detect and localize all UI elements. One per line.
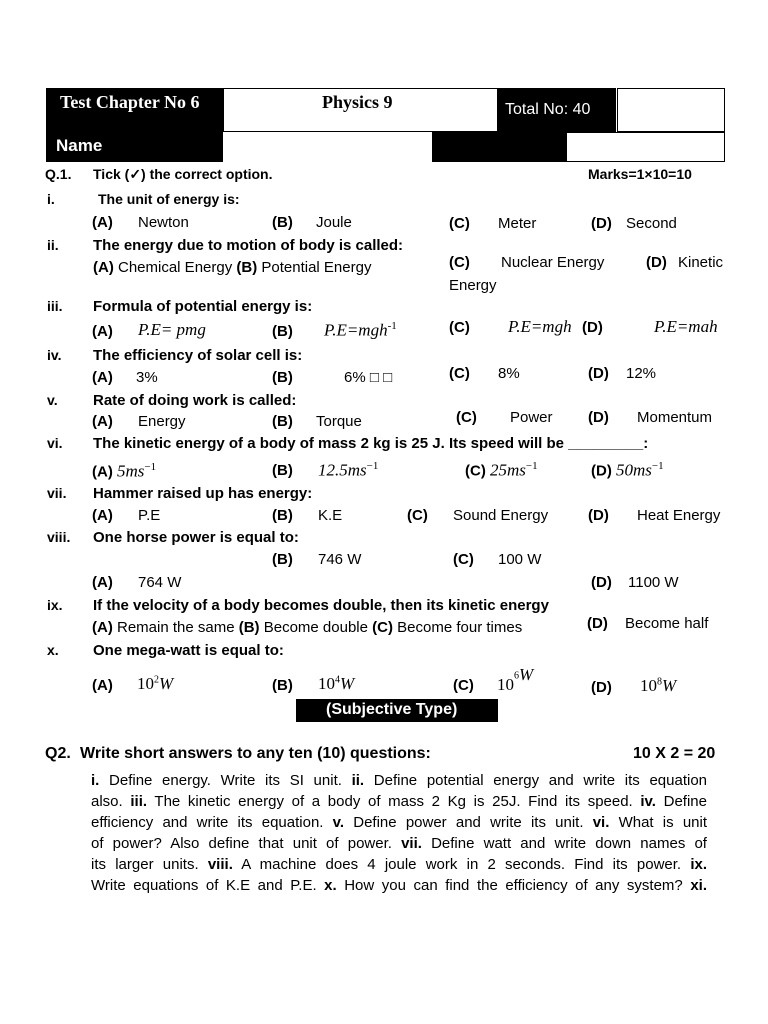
mcq-question: The efficiency of solar cell is: (93, 347, 303, 364)
option-c: P.E=mgh (508, 317, 572, 336)
question-number: xi. (690, 877, 707, 894)
option-d-marker: (D) (587, 615, 608, 632)
option-d-marker: (D) (591, 574, 612, 591)
question-number: x. (324, 877, 337, 894)
mcq-question: One mega-watt is equal to: (93, 642, 284, 659)
q1-marks: Marks=1×10=10 (588, 166, 692, 182)
option-d-exponent: 8 (657, 676, 662, 688)
option-a: P.E= pmg (138, 320, 206, 339)
option-d-marker: (D) (591, 679, 612, 696)
option-b-exponent: 4 (335, 674, 340, 686)
option-a (137, 674, 173, 694)
option-b-marker: (B) (272, 369, 293, 386)
option-c-marker: (C) (453, 677, 474, 694)
option-b: 6% □ □ (344, 369, 393, 386)
option-c-exponent: 6 (514, 670, 519, 682)
option-a: Chemical Energy (118, 259, 233, 276)
option-c-value: 25ms (490, 460, 526, 480)
question-number: viii. (207, 856, 233, 873)
option-a: Newton (138, 214, 189, 231)
question-text: of power? Also define that unit of power. (91, 835, 402, 852)
mcq-question: Rate of doing work is called: (93, 392, 297, 409)
option-d: Kinetic (678, 254, 724, 271)
option-b-marker: (B) (272, 551, 293, 568)
mcq-number: v. (47, 392, 58, 408)
q2-number: Q2. (45, 745, 71, 762)
option-b-marker: (B) (272, 413, 293, 430)
option-a: Energy (138, 413, 186, 430)
option-d-continued: Energy (449, 277, 497, 294)
option-b (318, 674, 354, 694)
option-a: Remain the same (117, 619, 235, 636)
option-d: Second (626, 215, 677, 232)
option-a: (A) $5ms^{-1}$ (92, 461, 157, 481)
question-number: v. (332, 814, 345, 831)
mcq-question: If the velocity of a body becomes double, then its kinetic energy (93, 597, 549, 614)
option-a: P.E (138, 507, 161, 524)
question-number: iii. (130, 793, 148, 810)
question-text: Write equations of K.E and P.E. (91, 877, 325, 894)
question-text: Define watt and write down names of (421, 835, 707, 852)
option-d: P.E=mah (654, 317, 718, 336)
option-c: 8% (498, 365, 520, 382)
option-c: Meter (498, 215, 537, 232)
option-a-marker: (A) (92, 369, 113, 386)
question-number: ii. (351, 772, 365, 789)
q2-line (91, 876, 707, 896)
name-value-box (566, 132, 725, 162)
option-c: Nuclear Energy (501, 254, 605, 271)
option-b-base: P.E=mgh (324, 320, 388, 340)
option-b-marker: (B) (272, 214, 293, 231)
q2-line (91, 771, 707, 791)
total-label: Total No: 40 (505, 101, 591, 118)
option-d-exponent: −1 (651, 460, 664, 472)
mcq-question: One horse power is equal to: (93, 529, 299, 546)
option-d: Momentum (637, 409, 713, 426)
option-c-marker: (C) (449, 365, 470, 382)
option-b: Become double (263, 619, 368, 636)
mcq-question: Formula of potential energy is: (93, 298, 313, 315)
option-b: 746 W (318, 551, 362, 568)
option-abc-line: (A) Remain the same (B) Become double (C) Become four times (92, 619, 523, 636)
option-a-marker: (A) (92, 507, 113, 524)
option-d-marker: (D) (582, 319, 603, 336)
option-a-value: 5ms (117, 461, 145, 481)
option-b (324, 320, 397, 341)
option-a-exponent: 2 (154, 674, 159, 686)
option-c (497, 665, 534, 694)
option-d-marker: (D) (588, 507, 609, 524)
option-c: Power (510, 409, 553, 426)
q1-instruction: Tick (✓) the correct option. (93, 166, 273, 182)
mcq-number: x. (47, 642, 59, 658)
subjective-banner-label: (Subjective Type) (326, 701, 458, 718)
q2-instruction: Write short answers to any ten (10) questions: (80, 745, 431, 762)
option-d: 1100 W (628, 574, 679, 591)
option-b-marker: (B) (272, 323, 293, 340)
question-text: How you can find the efficiency of any system? (336, 877, 691, 894)
question-number: vi. (592, 814, 610, 831)
option-b: K.E (318, 507, 343, 524)
option-c: (C) $25ms^{-1}$ (465, 460, 538, 480)
mcq-number: vi. (47, 435, 63, 451)
question-text: Define power and write its unit. (344, 814, 593, 831)
option-a-exponent: −1 (144, 461, 157, 473)
option-a-base: 10 (137, 674, 154, 693)
q2-marks: 10 X 2 = 20 (633, 745, 716, 762)
question-text: A machine does 4 joule work in 2 seconds. Find its power. (232, 856, 691, 873)
question-text: What is unit (609, 814, 707, 831)
question-text: Define potential energy and write its equation (364, 772, 707, 789)
q2-line (91, 855, 707, 875)
option-c: Sound Energy (453, 507, 549, 524)
question-number: iv. (640, 793, 656, 810)
option-b: Joule (316, 214, 352, 231)
option-d-unit: W (662, 676, 677, 695)
q2-line (91, 813, 707, 833)
option-c-marker: (C) (407, 507, 428, 524)
option-d: (D) $50ms^{-1}$ (591, 460, 664, 480)
mcq-question: Hammer raised up has energy: (93, 485, 313, 502)
option-b: Torque (316, 413, 362, 430)
option-c-marker: (C) (449, 319, 470, 336)
option-c: 100 W (498, 551, 542, 568)
option-b-marker: (B) (272, 507, 293, 524)
option-b-exponent: -1 (387, 320, 397, 332)
question-text: Define (655, 793, 707, 810)
option-c: Become four times (397, 619, 523, 636)
question-text: The kinetic energy of a body of mass 2 Kg is 25J. Find its speed. (147, 793, 641, 810)
q1-number: Q.1. (45, 166, 72, 182)
mcq-number: viii. (47, 529, 71, 545)
option-d-marker: (D) (588, 409, 609, 426)
option-a-marker: (A) (92, 574, 113, 591)
option-b-marker: (B) (272, 677, 293, 694)
question-number: ix. (690, 856, 707, 873)
subject-label: Physics 9 (322, 92, 393, 112)
q2-line (91, 834, 707, 854)
option-a: 3% (136, 369, 158, 386)
mcq-question: The kinetic energy of a body of mass 2 kg is 25 J. Its speed will be _________: (93, 435, 649, 452)
option-d-marker: (D) (591, 215, 612, 232)
option-a-marker: (A) (92, 413, 113, 430)
option-c-marker: (C) (456, 409, 477, 426)
option-b-unit: W (340, 674, 355, 693)
option-b-value: 12.5ms (318, 460, 367, 480)
mcq-number: iv. (47, 347, 62, 363)
test-chapter-label: Test Chapter No 6 (60, 92, 200, 112)
option-b-marker: (B) (272, 462, 293, 479)
option-c-marker: (C) (453, 551, 474, 568)
question-text: its larger units. (91, 856, 208, 873)
name-right-box (432, 132, 566, 162)
option-d: Heat Energy (637, 507, 721, 524)
total-value-box (617, 88, 725, 132)
option-b-exponent: −1 (366, 460, 379, 472)
option-a-marker: (A) (92, 214, 113, 231)
option-d-marker: (D) (646, 254, 667, 271)
mcq-number: ix. (47, 597, 63, 613)
name-label: Name (56, 136, 103, 155)
option-c-base: 10 (497, 675, 514, 694)
option-c-marker: (C) (449, 215, 470, 232)
mcq-number: vii. (47, 485, 67, 501)
option-a-unit: W (159, 674, 174, 693)
option-d-marker: (D) (588, 365, 609, 382)
mcq-number: i. (47, 191, 55, 207)
option-c-unit: W (519, 665, 534, 684)
option-a-marker: (A) (92, 323, 113, 340)
question-text: Define energy. Write its SI unit. (99, 772, 352, 789)
mcq-number: iii. (47, 298, 63, 314)
option-d: Become half (625, 615, 709, 632)
question-number: vii. (401, 835, 422, 852)
option-a: 764 W (138, 574, 182, 591)
option-d (640, 676, 676, 696)
option-d-base: 10 (640, 676, 657, 695)
mcq-number: ii. (47, 237, 59, 253)
option-c-exponent: −1 (525, 460, 538, 472)
option-a-marker: (A) (92, 677, 113, 694)
question-text: efficiency and write its equation. (91, 814, 333, 831)
mcq-question: The energy due to motion of body is called: (93, 237, 404, 254)
question-text: also. (91, 793, 131, 810)
option-c-marker: (C) (449, 254, 470, 271)
option-b: Potential Energy (261, 259, 372, 276)
option-b (318, 460, 378, 480)
q2-line (91, 792, 707, 812)
mcq-question: The unit of energy is: (98, 191, 240, 207)
option-b-base: 10 (318, 674, 335, 693)
option-d-value: 50ms (616, 460, 652, 480)
option-d: 12% (626, 365, 657, 382)
question-number: i. (91, 772, 100, 789)
option-ab-line: (A) Chemical Energy (B) Potential Energy (93, 259, 372, 276)
